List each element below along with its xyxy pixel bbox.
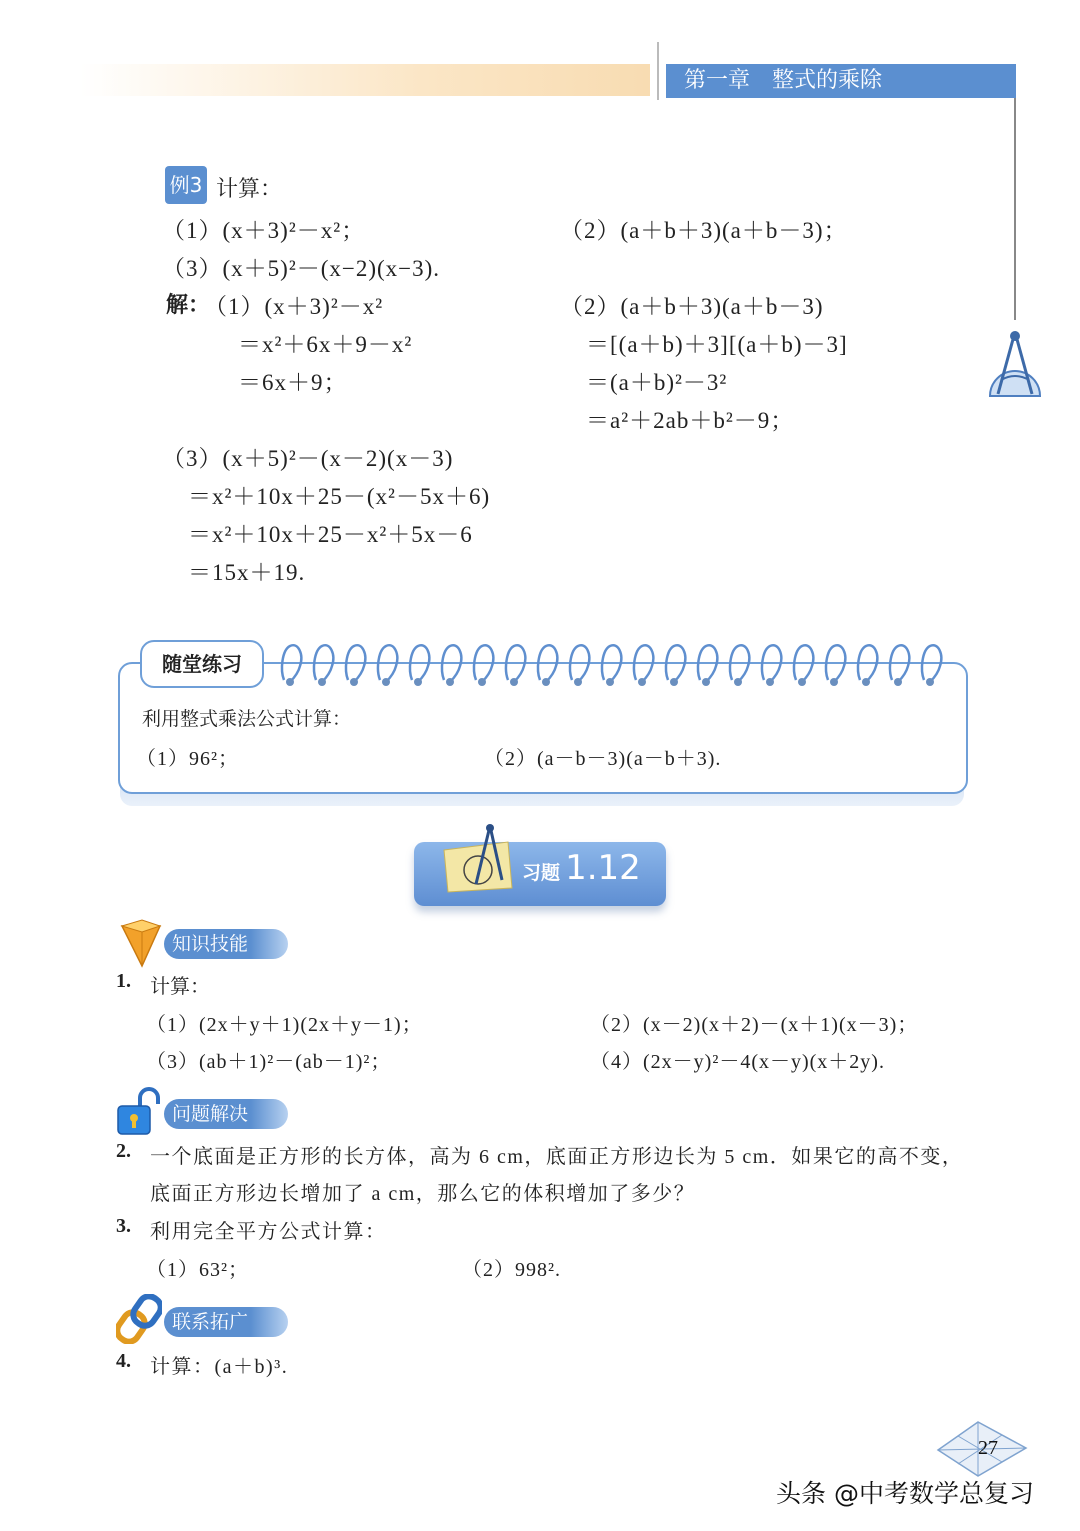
q1-part-4: （4）(2x－y)²－4(x－y)(x＋2y). — [590, 1051, 885, 1073]
solution-2-line-1: （2）(a＋b＋3)(a＋b－3) — [560, 294, 824, 319]
solution-3-line-3: ＝x²＋10x＋25－x²＋5x－6 — [188, 522, 473, 547]
solution-2-line-2: ＝[(a＋b)＋3][(a＋b)－3] — [586, 332, 848, 357]
solution-2-line-4: ＝a²＋2ab＋b²－9； — [586, 408, 795, 433]
chain-link-icon — [116, 1294, 162, 1344]
q2-line-1: 一个底面是正方形的长方体，高为 6 cm，底面正方形边长为 5 cm．如果它的高不变， — [150, 1146, 964, 1168]
practice-title: 随堂练习 — [140, 640, 264, 688]
q3-part-1: （1）63²； — [146, 1259, 249, 1281]
solution-1-line-3: ＝6x＋9； — [238, 370, 348, 395]
notebook-rings-icon — [276, 636, 952, 692]
problem-1: （1）(x＋3)²－x²； — [162, 218, 366, 243]
practice-question-1: （1）96²； — [136, 748, 239, 770]
solution-1-line-1: （1）(x＋3)²－x² — [204, 294, 384, 319]
q1-part-1: （1）(2x＋y＋1)(2x＋y－1)； — [146, 1014, 423, 1036]
section-knowledge: 知识技能 — [164, 929, 288, 959]
page-number: 27 — [978, 1437, 998, 1459]
exercise-label: 习题 — [522, 862, 561, 884]
q3-part-2: （2）998². — [462, 1259, 561, 1281]
solution-label: 解： — [166, 293, 211, 318]
q4-stem: 计算：(a＋b)³. — [150, 1356, 289, 1378]
section-extension: 联系拓广 — [164, 1307, 288, 1337]
margin-line — [1014, 98, 1016, 320]
practice-prompt: 利用整式乘法公式计算： — [142, 708, 352, 730]
q1-part-2: （2）(x－2)(x＋2)－(x＋1)(x－3)； — [590, 1014, 919, 1036]
q2-number: 2. — [116, 1140, 131, 1162]
exercise-title — [522, 848, 641, 888]
section-problem-solving: 问题解决 — [164, 1099, 288, 1129]
watermark: 头条 @中考数学总复习 — [776, 1479, 1034, 1508]
header-band — [80, 64, 650, 96]
compass-protractor-icon — [986, 328, 1044, 400]
q3-number: 3. — [116, 1215, 131, 1237]
chapter-title: 第一章 整式的乘除 — [666, 64, 1016, 98]
cone-icon — [120, 916, 162, 968]
q1-number: 1. — [116, 970, 131, 992]
lock-icon — [116, 1086, 162, 1136]
example-title: 计算： — [216, 177, 283, 202]
solution-3-line-2: ＝x²＋10x＋25－(x²－5x＋6) — [188, 484, 491, 509]
problem-2: （2）(a＋b＋3)(a＋b－3)； — [560, 218, 848, 243]
solution-3-line-1: （3）(x＋5)²－(x－2)(x－3) — [162, 446, 454, 471]
q3-stem: 利用完全平方公式计算： — [150, 1221, 387, 1243]
example-badge: 例3 — [165, 166, 207, 204]
solution-1-line-2: ＝x²＋6x＋9－x² — [238, 332, 413, 357]
q2-line-2: 底面正方形边长增加了 a cm，那么它的体积增加了多少？ — [150, 1183, 696, 1205]
exercise-number: 1.12 — [565, 848, 641, 888]
practice-question-2: （2）(a－b－3)(a－b＋3). — [484, 748, 722, 770]
compass-icon — [438, 820, 518, 896]
q1-stem: 计算： — [150, 976, 210, 998]
q1-part-3: （3）(ab＋1)²－(ab－1)²； — [146, 1051, 392, 1073]
solution-3-line-4: ＝15x＋19. — [188, 560, 306, 585]
solution-2-line-3: ＝(a＋b)²－3² — [586, 370, 728, 395]
header-divider — [657, 42, 659, 100]
problem-3: （3）(x＋5)²－(x−2)(x−3). — [162, 256, 441, 281]
q4-number: 4. — [116, 1350, 131, 1372]
